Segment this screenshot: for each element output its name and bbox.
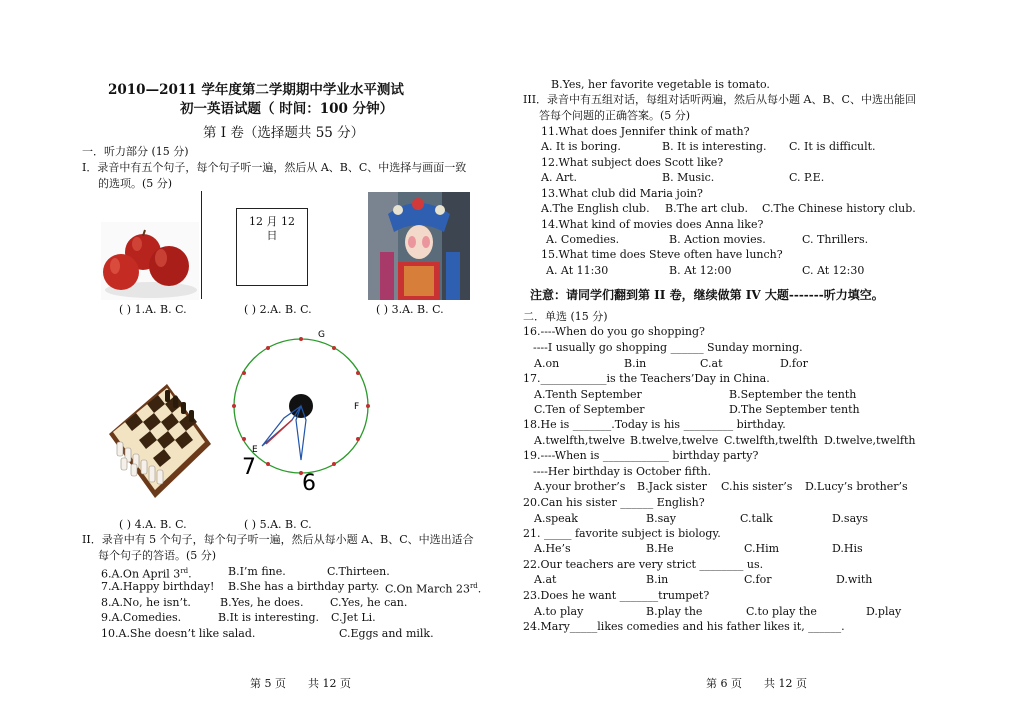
q6-sup: rd: [180, 567, 189, 575]
q12-stem: 12.What subject does Scott like?: [541, 156, 724, 169]
q24-stem: 24.Mary_____likes comedies and his father likes it, ______.: [523, 620, 845, 633]
clock-diagram: [230, 328, 370, 496]
q6-period: .: [188, 567, 192, 581]
q8-option-c[interactable]: C.Yes, he can.: [330, 596, 408, 609]
exam-title: 2010—2011 学年度第二学期期中学业水平测试: [108, 82, 404, 98]
q21-option-b[interactable]: B.He: [646, 542, 674, 555]
q21-option-a[interactable]: A.He’s: [534, 542, 571, 555]
q10-option-b[interactable]: B.Yes, her favorite vegetable is tomato.: [551, 78, 770, 91]
q9-option-b[interactable]: B.It is interesting.: [218, 611, 320, 624]
clock-numeral-7: 7: [242, 455, 256, 480]
q16-option-d[interactable]: D.for: [780, 357, 808, 370]
section2-instruction-2: 每个句子的答语。(5 分): [98, 549, 217, 562]
q14-option-a[interactable]: A. Comedies.: [546, 233, 620, 246]
calendar-day: 日: [266, 229, 278, 242]
q6-option-c[interactable]: C.Thirteen.: [327, 565, 390, 578]
q21-stem: 21. _____ favorite subject is biology.: [523, 527, 721, 540]
q20-option-d[interactable]: D.says: [832, 512, 868, 525]
q15-option-a[interactable]: A. At 11:30: [546, 264, 609, 277]
question-5[interactable]: ( ) 5.A. B. C.: [244, 518, 312, 531]
q20-option-c[interactable]: C.talk: [740, 512, 773, 525]
q11-stem: 11.What does Jennifer think of math?: [541, 125, 750, 138]
q13-option-c[interactable]: C.The Chinese history club.: [762, 202, 916, 215]
q16-option-a[interactable]: A.on: [534, 357, 560, 370]
q7-option-a[interactable]: 7.A.Happy birthday!: [101, 580, 215, 593]
q19-stem-2: ----Her birthday is October fifth.: [533, 465, 711, 478]
q15-stem: 15.What time does Steve often have lunch?: [541, 248, 783, 261]
section1-instruction-2: 的选项。(5 分): [98, 177, 173, 190]
q22-option-b[interactable]: B.in: [646, 573, 669, 586]
calendar-box: [236, 208, 308, 286]
q12-option-c[interactable]: C. P.E.: [789, 171, 825, 184]
q17-option-c[interactable]: C.Ten of September: [534, 403, 645, 416]
q7-sup: rd: [469, 582, 478, 590]
q21-option-d[interactable]: D.His: [832, 542, 863, 555]
question-3[interactable]: ( ) 3.A. B. C.: [376, 303, 444, 316]
q16-stem: 16.----When do you go shopping?: [523, 325, 705, 338]
q10-option-c[interactable]: C.Eggs and milk.: [339, 627, 434, 640]
q17-option-d[interactable]: D.The September tenth: [729, 403, 860, 416]
clock-label-f: F: [354, 402, 360, 412]
question-4[interactable]: ( ) 4.A. B. C.: [119, 518, 187, 531]
peking-opera-image: [368, 192, 470, 300]
clock-label-e: E: [252, 445, 258, 455]
q23-option-c[interactable]: C.to play the: [746, 605, 817, 618]
section3-instruction-1: III．录音中有五组对话，每组对话听两遍，然后从每小题 A、B、C、中选出能回: [523, 93, 916, 106]
q20-option-a[interactable]: A.speak: [534, 512, 578, 525]
q16-option-b[interactable]: B.in: [624, 357, 647, 370]
q19-option-b[interactable]: B.Jack sister: [637, 480, 707, 493]
q9-option-c[interactable]: C.Jet Li.: [331, 611, 376, 624]
q18-option-a[interactable]: A.twelfth,twelve: [534, 434, 625, 447]
q12-option-b[interactable]: B. Music.: [662, 171, 715, 184]
divider-line: [201, 191, 202, 299]
q23-option-b[interactable]: B.play the: [646, 605, 703, 618]
q9-option-a[interactable]: 9.A.Comedies.: [101, 611, 182, 624]
page-footer-left: 第 5 页 共 12 页: [250, 677, 351, 690]
q14-option-b[interactable]: B. Action movies.: [669, 233, 766, 246]
q7-period: .: [477, 582, 482, 596]
q19-option-d[interactable]: D.Lucy’s brother’s: [805, 480, 908, 493]
q15-option-c[interactable]: C. At 12:30: [802, 264, 865, 277]
listening-heading: 一．听力部分 (15 分): [82, 145, 189, 158]
notice-text: 注意：请同学们翻到第 II 卷，继续做第 IV 大题-------听力填空。: [530, 288, 884, 302]
volume-heading: 第 I 卷（选择题共 55 分）: [203, 125, 365, 141]
q18-option-b[interactable]: B.twelve,twelve: [630, 434, 719, 447]
q7-option-b[interactable]: B.She has a birthday party.: [228, 580, 380, 593]
q6-option-b[interactable]: B.I’m fine.: [228, 565, 286, 578]
exam-subtitle: 初一英语试题（ 时间：100 分钟）: [180, 101, 394, 117]
q22-option-c[interactable]: C.for: [744, 573, 772, 586]
q13-option-a[interactable]: A.The English club.: [541, 202, 650, 215]
q14-option-c[interactable]: C. Thrillers.: [802, 233, 869, 246]
q8-option-a[interactable]: 8.A.No, he isn’t.: [101, 596, 191, 609]
question-1[interactable]: ( ) 1.A. B. C.: [119, 303, 187, 316]
q21-option-c[interactable]: C.Him: [744, 542, 780, 555]
q19-option-c[interactable]: C.his sister’s: [721, 480, 793, 493]
page-footer-right: 第 6 页 共 12 页: [706, 677, 807, 690]
q6-option-a-text: 6.A.On April 3: [101, 567, 181, 581]
q19-option-a[interactable]: A.your brother’s: [534, 480, 626, 493]
q13-option-b[interactable]: B.The art club.: [665, 202, 749, 215]
q13-stem: 13.What club did Maria join?: [541, 187, 703, 200]
q16-option-c[interactable]: C.at: [700, 357, 723, 370]
clock-numeral-6: 6: [302, 471, 316, 496]
calendar-date: 12 月 12: [249, 215, 295, 228]
q15-option-b[interactable]: B. At 12:00: [669, 264, 732, 277]
q16-stem-2: ----I usually go shopping ______ Sunday morning.: [533, 341, 803, 354]
q23-option-d[interactable]: D.play: [866, 605, 902, 618]
q22-option-a[interactable]: A.at: [534, 573, 557, 586]
q20-stem: 20.Can his sister ______ English?: [523, 496, 705, 509]
section3-instruction-2: 答每个问题的正确答案。(5 分): [539, 109, 691, 122]
q17-stem: 17.____________is the Teachers’Day in China.: [523, 372, 770, 385]
q17-option-b[interactable]: B.September the tenth: [729, 388, 857, 401]
q20-option-b[interactable]: B.say: [646, 512, 676, 525]
q11-option-c[interactable]: C. It is difficult.: [789, 140, 876, 153]
q10-option-a[interactable]: 10.A.She doesn’t like salad.: [101, 627, 256, 640]
q11-option-a[interactable]: A. It is boring.: [541, 140, 621, 153]
q23-stem: 23.Does he want _______trumpet?: [523, 589, 710, 602]
q22-stem: 22.Our teachers are very strict ________ us.: [523, 558, 764, 571]
q14-stem: 14.What kind of movies does Anna like?: [541, 218, 764, 231]
section1-instruction-1: I．录音中有五个句子，每个句子听一遍，然后从 A、B、C、中选择与画面一致: [82, 161, 467, 174]
q23-option-a[interactable]: A.to play: [534, 605, 584, 618]
chess-set-image: [105, 374, 213, 504]
clock-label-g: G: [318, 330, 325, 340]
question-2[interactable]: ( ) 2.A. B. C.: [244, 303, 312, 316]
apples-image: [101, 222, 199, 300]
q18-option-d[interactable]: D.twelve,twelfth: [824, 434, 916, 447]
section2-instruction-1: II．录音中有 5 个句子，每个句子听一遍，然后从每小题 A、B、C、中选出适合: [82, 533, 474, 546]
q7-option-c-text: C.On March 23: [385, 582, 470, 596]
q18-stem: 18.He is _______.Today is his _________ birthday.: [523, 418, 786, 431]
q8-option-b[interactable]: B.Yes, he does.: [220, 596, 304, 609]
q19-stem: 19.----When is ____________ birthday party?: [523, 449, 759, 462]
q12-option-a[interactable]: A. Art.: [541, 171, 578, 184]
q17-option-a[interactable]: A.Tenth September: [534, 388, 642, 401]
q22-option-d[interactable]: D.with: [836, 573, 873, 586]
section2-heading: 二．单选 (15 分): [523, 310, 608, 323]
q11-option-b[interactable]: B. It is interesting.: [662, 140, 767, 153]
q18-option-c[interactable]: C.twelfth,twelfth: [724, 434, 818, 447]
